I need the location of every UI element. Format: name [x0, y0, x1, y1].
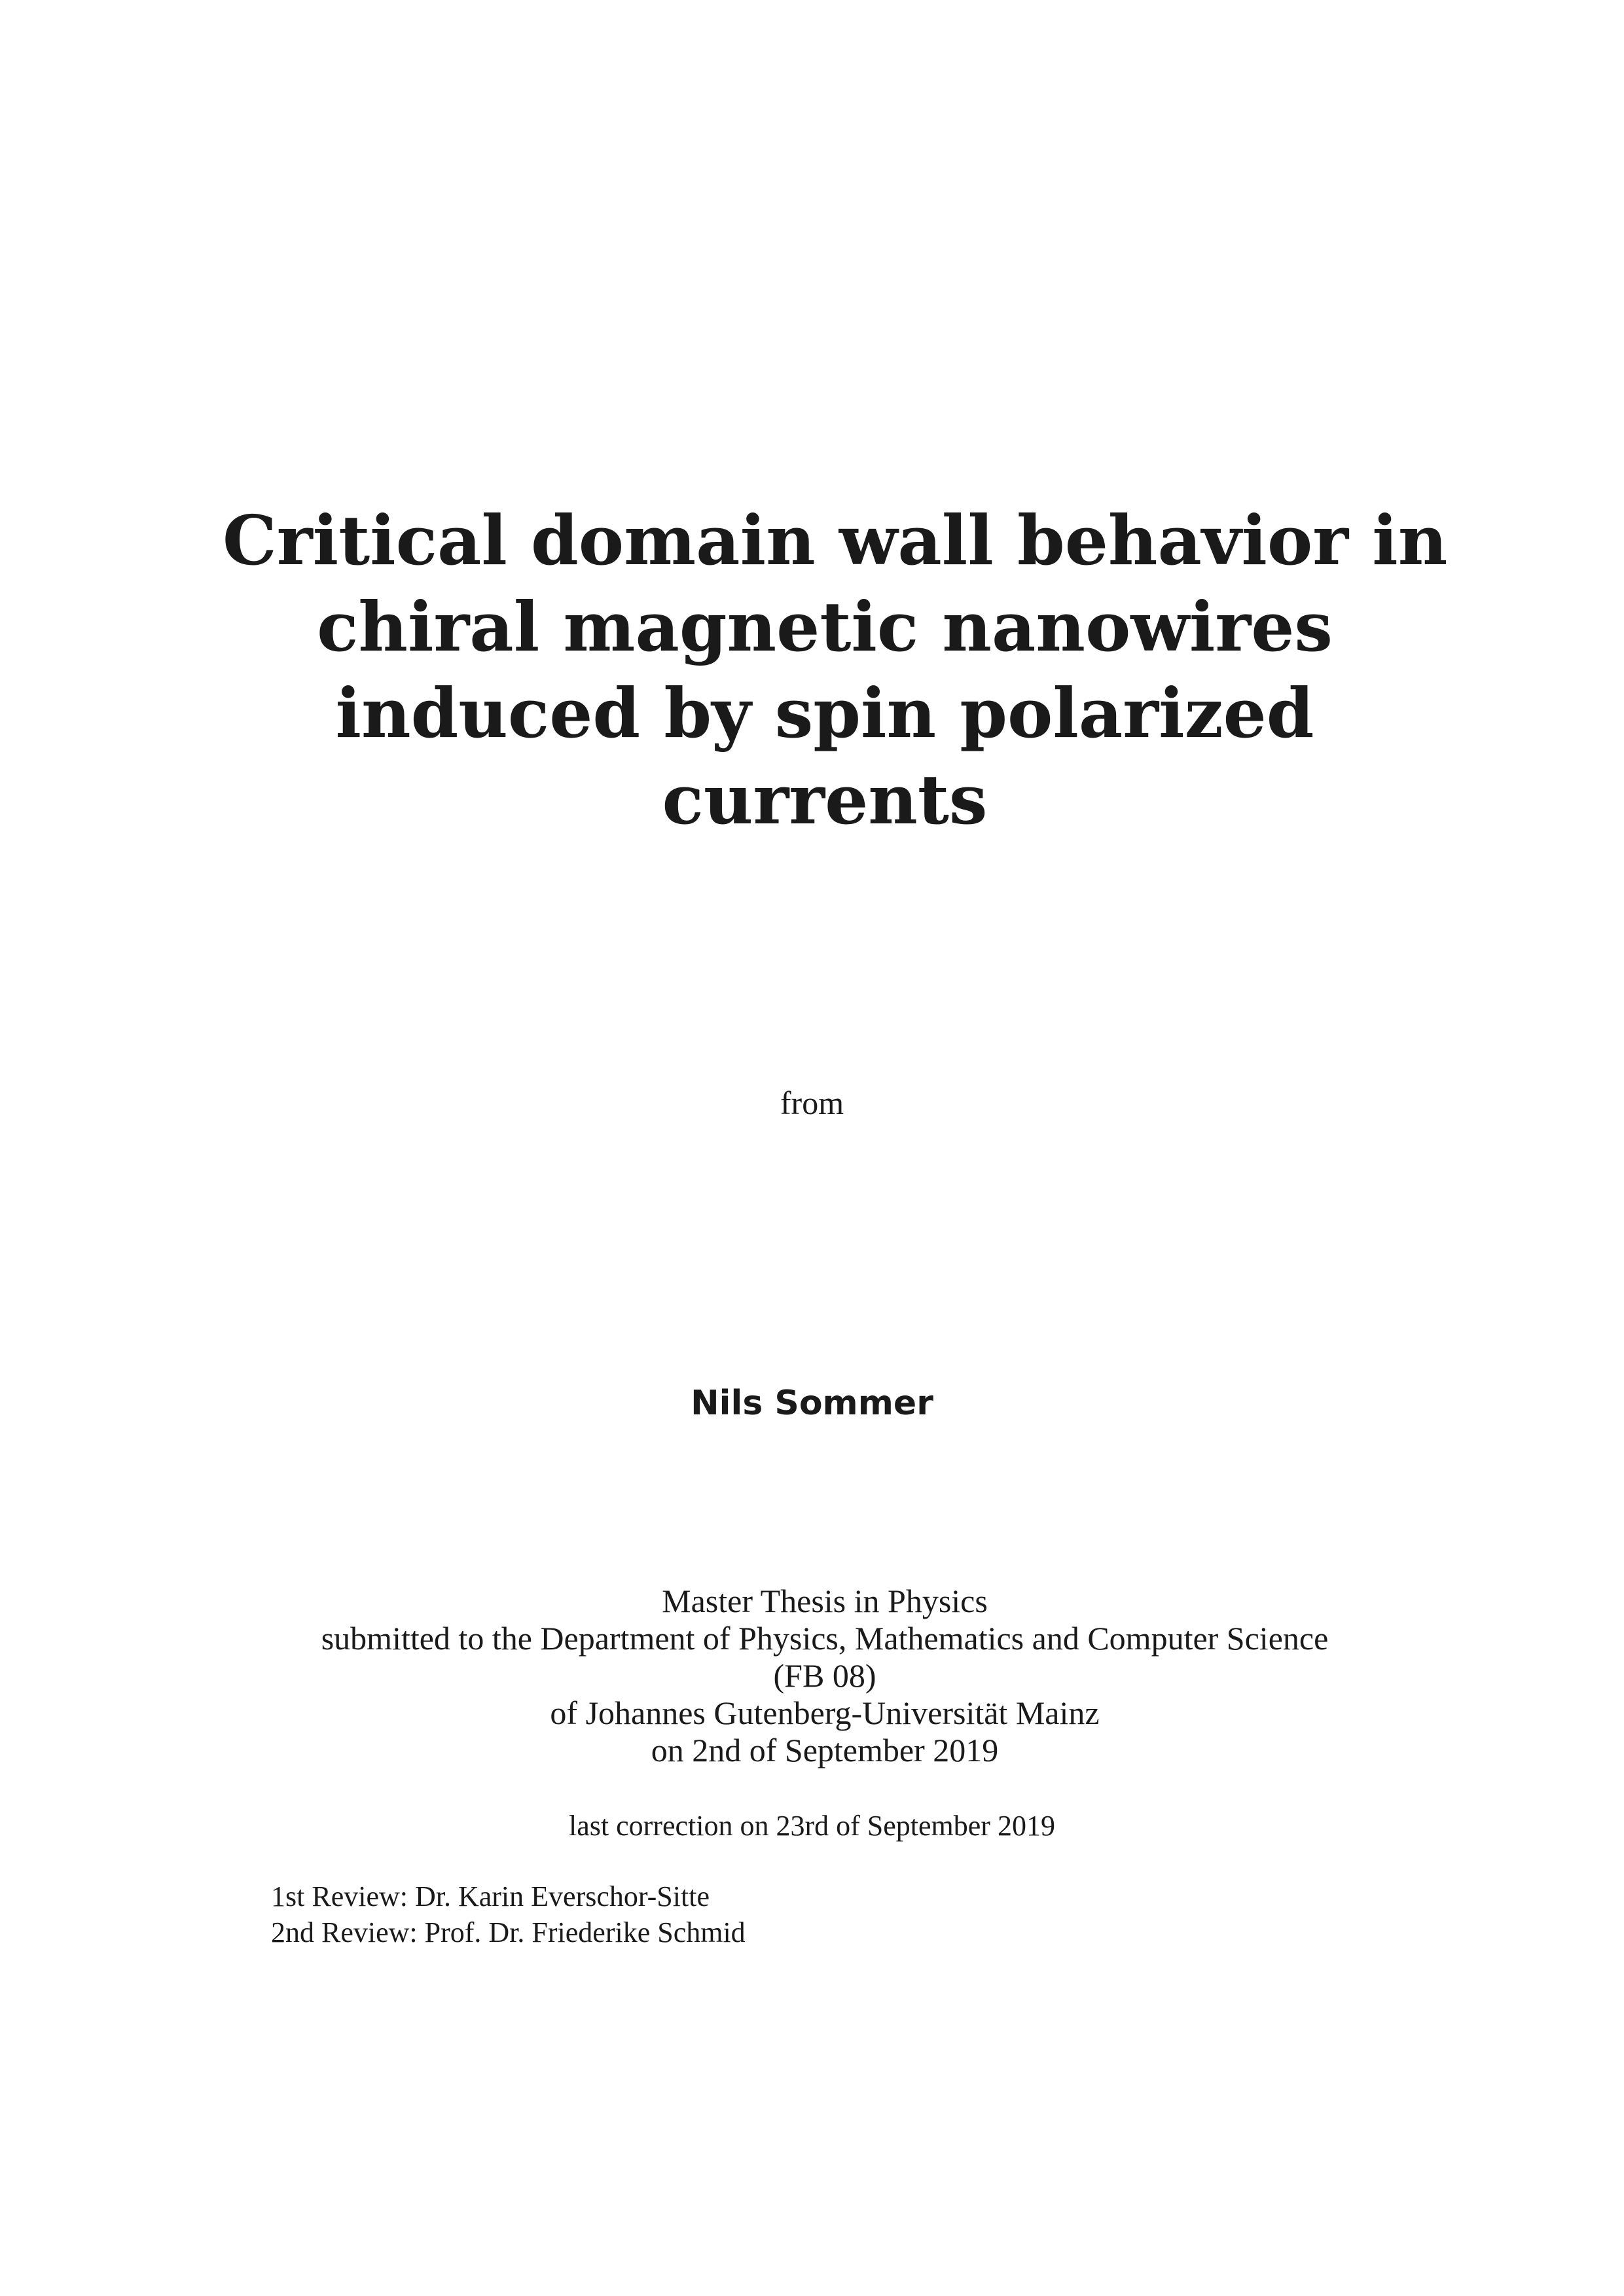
- from-label: from: [780, 1085, 844, 1121]
- title-line: currents: [662, 759, 988, 840]
- submission-info: [223, 1583, 1427, 1769]
- submission-line: of Johannes Gutenberg-Universität Mainz: [550, 1695, 1100, 1731]
- submission-line: (FB 08): [773, 1657, 876, 1694]
- submission-line: on 2nd of September 2019: [651, 1732, 999, 1768]
- submission-line: Master Thesis in Physics: [662, 1583, 988, 1619]
- submission-line: submitted to the Department of Physics, Mathematics and Computer Science: [321, 1620, 1329, 1657]
- last-correction-date: last correction on 23rd of September 2019: [569, 1810, 1055, 1842]
- title-line: Critical domain wall behavior in: [223, 500, 1448, 581]
- reviewer-second: 2nd Review: Prof. Dr. Friederike Schmid: [271, 1916, 746, 1948]
- reviewers-list: [271, 1878, 746, 1950]
- author-name: Nils Sommer: [691, 1384, 933, 1423]
- title-line: induced by spin polarized: [335, 673, 1314, 753]
- title-line: chiral magnetic nanowires: [317, 586, 1333, 667]
- thesis-title: [223, 497, 1448, 843]
- reviewer-first: 1st Review: Dr. Karin Everschor-Sitte: [271, 1880, 710, 1912]
